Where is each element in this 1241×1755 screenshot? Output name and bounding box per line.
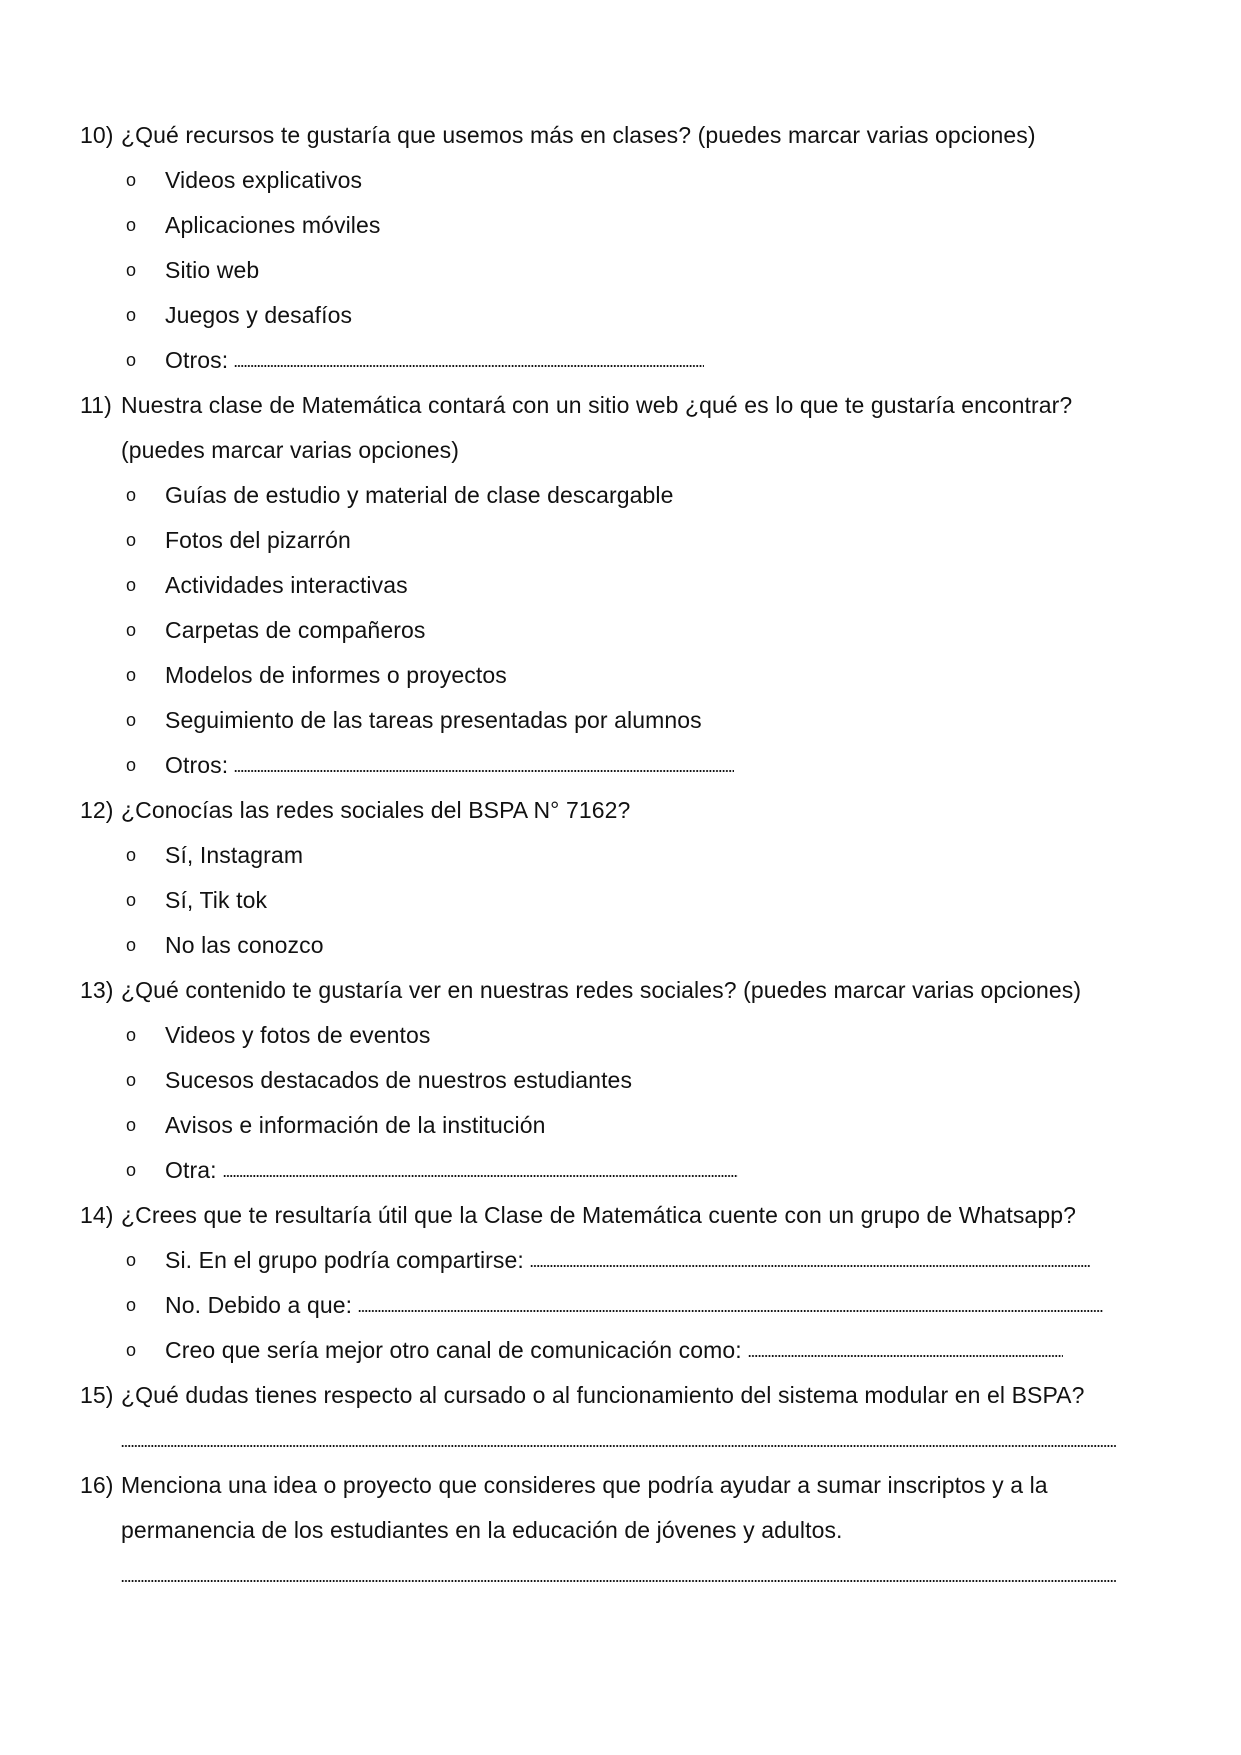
option-label: Avisos e información de la institución [165,1112,546,1138]
radio-bullet-icon[interactable]: o [126,215,137,235]
question-number: 15) [80,1382,114,1408]
radio-bullet-icon[interactable]: o [126,305,137,325]
option-label: Videos explicativos [165,167,363,193]
option-label: Sitio web [165,257,260,283]
radio-bullet-icon[interactable]: o [126,350,137,370]
radio-bullet-icon[interactable]: o [126,1160,137,1180]
option-label: Guías de estudio y material de clase descargable [165,482,674,508]
radio-bullet-icon[interactable]: o [126,530,137,550]
option-label: Otros: [165,347,229,373]
question-text: ¿Conocías las redes sociales del BSPA N° 7162? [121,797,631,823]
question-text-continued: permanencia de los estudiantes en la educación de jóvenes y adultos. [121,1517,843,1543]
radio-bullet-icon[interactable]: o [126,665,137,685]
fill-in-blank[interactable] [530,1264,1090,1268]
option-label: Sí, Tik tok [165,887,268,913]
question-text: ¿Qué recursos te gustaría que usemos más en clases? (puedes marcar varias opciones) [121,122,1036,148]
radio-bullet-icon[interactable]: o [126,1295,137,1315]
radio-bullet-icon[interactable]: o [126,755,137,775]
question-text: Nuestra clase de Matemática contará con un sitio web ¿qué es lo que te gustaría encontrar? [121,392,1073,418]
option-label: Otros: [165,752,229,778]
fill-in-blank[interactable] [358,1309,1103,1313]
option-label: Modelos de informes o proyectos [165,662,507,688]
radio-bullet-icon[interactable]: o [126,1340,137,1360]
option-label: Fotos del pizarrón [165,527,351,553]
option-label: Aplicaciones móviles [165,212,381,238]
fill-in-blank[interactable] [121,1444,1116,1448]
question-number: 14) [80,1202,114,1228]
option-label: Juegos y desafíos [165,302,353,328]
question-number: 12) [80,797,114,823]
radio-bullet-icon[interactable]: o [126,890,137,910]
radio-bullet-icon[interactable]: o [126,935,137,955]
question-number: 16) [80,1472,114,1498]
radio-bullet-icon[interactable]: o [126,1025,137,1045]
option-label: Videos y fotos de eventos [165,1022,431,1048]
radio-bullet-icon[interactable]: o [126,1250,137,1270]
question-number: 10) [80,122,114,148]
radio-bullet-icon[interactable]: o [126,260,137,280]
radio-bullet-icon[interactable]: o [126,710,137,730]
option-label: Creo que sería mejor otro canal de comunicación como: [165,1337,742,1363]
fill-in-blank[interactable] [234,769,734,773]
question-text-continued: (puedes marcar varias opciones) [121,437,460,463]
fill-in-blank[interactable] [234,364,704,368]
radio-bullet-icon[interactable]: o [126,845,137,865]
radio-bullet-icon[interactable]: o [126,485,137,505]
option-label: No las conozco [165,932,324,958]
option-label: Sucesos destacados de nuestros estudiantes [165,1067,633,1093]
radio-bullet-icon[interactable]: o [126,1115,137,1135]
option-label: No. Debido a que: [165,1292,353,1318]
option-label: Actividades interactivas [165,572,408,598]
radio-bullet-icon[interactable]: o [126,170,137,190]
question-text: ¿Crees que te resultaría útil que la Clase de Matemática cuente con un grupo de Whatsapp? [121,1202,1076,1228]
option-label: Otra: [165,1157,217,1183]
option-label: Carpetas de compañeros [165,617,426,643]
question-number: 11) [80,392,112,418]
fill-in-blank[interactable] [121,1579,1116,1583]
option-label: Sí, Instagram [165,842,304,868]
fill-in-blank[interactable] [748,1354,1063,1358]
radio-bullet-icon[interactable]: o [126,1070,137,1090]
option-label: Si. En el grupo podría compartirse: [165,1247,524,1273]
option-label: Seguimiento de las tareas presentadas por alumnos [165,707,702,733]
question-text: ¿Qué contenido te gustaría ver en nuestras redes sociales? (puedes marcar varias opciones) [121,977,1082,1003]
radio-bullet-icon[interactable]: o [126,575,137,595]
question-text: Menciona una idea o proyecto que consideres que podría ayudar a sumar inscriptos y a la [121,1472,1048,1498]
question-text: ¿Qué dudas tienes respecto al cursado o al funcionamiento del sistema modular en el BSPA? [121,1382,1085,1408]
question-number: 13) [80,977,114,1003]
radio-bullet-icon[interactable]: o [126,620,137,640]
fill-in-blank[interactable] [223,1174,738,1178]
